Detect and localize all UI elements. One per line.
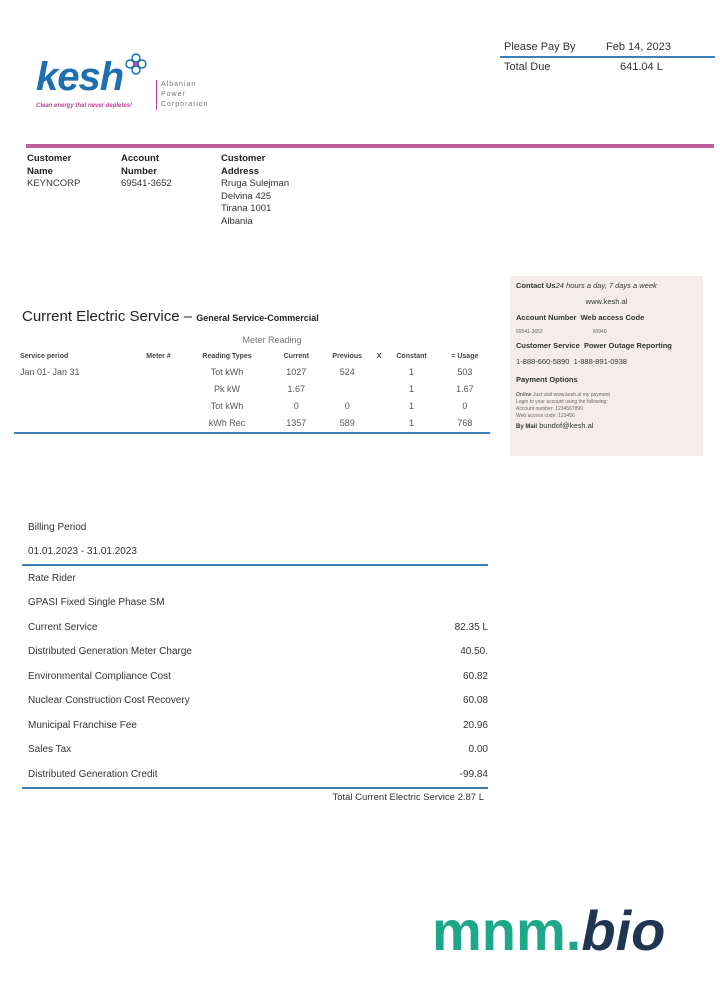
charge-amount: 60.82 [462,670,488,682]
billing-period: 01.01.2023 - 31.01.2023 [28,546,137,558]
label: Payment Options [516,375,578,384]
contact-box [510,276,703,456]
charge-label: Distributed Generation Meter Charge [28,646,192,658]
watermark [432,898,665,963]
table-cell [375,381,384,398]
column-header: Previous [332,353,362,360]
table-cell: 503 [457,367,473,377]
table-cell [136,381,182,398]
total-current-service: Total Current Electric Service 2.87 L [332,792,484,803]
table-cell [14,398,136,415]
corp-line: Albanian [161,81,197,88]
charge-label: Current Service [28,621,98,633]
billing-period-label: Billing Period [28,521,87,533]
contact-hours: 24 hours a day, 7 days a week [555,281,657,290]
title-text: Current Electric Service – [22,308,193,325]
label: Customer [27,153,72,164]
online-line: Login to your account using the following: [516,399,608,405]
table-cell: 524 [339,367,355,377]
account-number: 69541-3652 [121,178,172,189]
table-cell [136,398,182,415]
online-line: Web access code: 123456 [516,413,575,419]
charge-label: Environmental Compliance Cost [28,670,171,682]
table-cell [320,381,375,398]
label: Online [516,392,532,398]
watermark-part: mnm. [432,899,582,962]
charge-amount: 20.96 [462,719,488,731]
corp-line: Power [161,91,186,98]
logo-wordmark: kesh [36,55,124,99]
logo-corporation [156,80,209,110]
table-cell [136,364,182,381]
label: Name [27,165,53,177]
charge-label: Municipal Franchise Fee [28,719,137,731]
charge-row [22,664,488,689]
charge-amount: 40.50. [460,646,488,658]
label: Customer Service [516,341,580,350]
outage-phone: 1-888-891-0938 [573,357,627,366]
rate-rider: GPASI Fixed Single Phase SM [28,597,165,609]
account-number-block [121,153,172,191]
label: Customer [221,153,266,164]
billing-summary [22,515,488,789]
table-cell: 1027 [286,367,307,377]
pay-by-date: Feb 14, 2023 [606,41,671,53]
pay-by-label: Please Pay By [504,41,576,53]
table-cell: 1.67 [287,384,306,394]
charge-amount: -99.84 [459,768,488,780]
column-header: Meter # [146,353,171,360]
label: Account Number [516,313,577,322]
column-header: X [376,353,382,360]
table-cell [136,415,182,432]
table-cell: 1 [409,401,415,411]
charge-label: Sales Tax [28,744,72,756]
table-cell [375,415,384,432]
column-header: Constant [396,353,427,360]
table-divider [14,432,490,434]
charge-amount: 60.08 [462,695,488,707]
total-due-label: Total Due [504,61,551,73]
table-cell: 1 [409,367,415,377]
web-code-value: 60940 [592,329,607,335]
customer-service-phone: 1-888-660-5890 [516,357,570,366]
address-line: Albania [221,215,253,227]
label: Web access Code [580,313,645,322]
logo-tagline: Clean energy that never depletes! [36,103,133,109]
charge-amount: 0.00 [468,744,488,756]
table-cell: 1.67 [456,384,474,394]
contact-title: Contact Us [516,281,556,290]
table-cell [14,415,136,432]
address-line: Delvina 425 [221,190,272,202]
label: By Mail [516,424,538,430]
customer-address-block [221,153,289,228]
charge-row [22,713,488,738]
total-due-value: 641.04 L [620,61,663,73]
watermark-part: bio [581,899,666,962]
meter-caption: Meter Reading [242,335,302,345]
column-header: Service period [20,353,69,360]
table-cell [375,398,384,415]
label: Account [121,153,159,164]
kesh-logo [34,52,244,118]
website-link[interactable]: www.kesh.al [585,297,628,306]
table-cell: Pk kW [214,384,241,394]
table-cell [375,364,384,381]
header-divider [26,144,714,148]
table-cell: kWh Rec [208,418,246,428]
service-title [22,308,319,325]
customer-name-block [27,153,80,191]
charge-label: Nuclear Construction Cost Recovery [28,695,190,707]
charge-amount: 82.35 L [454,621,488,633]
label: Address [221,165,260,177]
table-row [14,364,490,381]
flower-icon [124,52,148,76]
payment-due-box [500,38,715,76]
charge-row [22,640,488,665]
online-text: Just visit www.kesh.al my payment [532,392,610,398]
table-cell: Tot kWh [210,401,244,411]
table-cell: Jan 01- Jan 31 [20,367,80,377]
table-row [14,415,490,432]
mail-address[interactable]: bundof@kesh.al [539,421,594,430]
corp-line: Corporation [161,101,209,108]
table-cell [14,381,136,398]
charge-row [22,762,488,787]
column-header: Current [283,353,309,360]
rate-rider-label: Rate Rider [28,572,76,584]
table-row [14,398,490,415]
charge-row [22,689,488,714]
table-cell: 1 [409,384,415,394]
column-header: = Usage [451,353,479,360]
table-cell: 589 [339,418,355,428]
table-cell: Tot kWh [210,367,244,377]
online-line: Account number: 1234567890 [516,406,583,412]
table-cell: 0 [344,401,350,411]
meter-reading-table [14,335,490,434]
label: Power Outage Reporting [583,341,672,350]
table-cell: 0 [293,401,299,411]
address-line: Tirana 1001 [221,203,272,214]
charge-row [22,615,488,640]
charge-row [22,738,488,763]
charge-label: Distributed Generation Credit [28,768,158,780]
column-header: Reading Types [202,353,252,360]
table-cell: 768 [457,418,473,428]
account-value: 69541-3652 [516,329,543,335]
label: Number [121,165,157,177]
service-subtitle: General Service-Commercial [196,313,319,323]
table-row [14,381,490,398]
table-cell: 0 [462,401,468,411]
table-cell: 1357 [286,418,307,428]
table-cell: 1 [409,418,415,428]
customer-name: KEYNCORP [27,178,81,189]
address-line: Rruga Sulejman [221,178,290,189]
